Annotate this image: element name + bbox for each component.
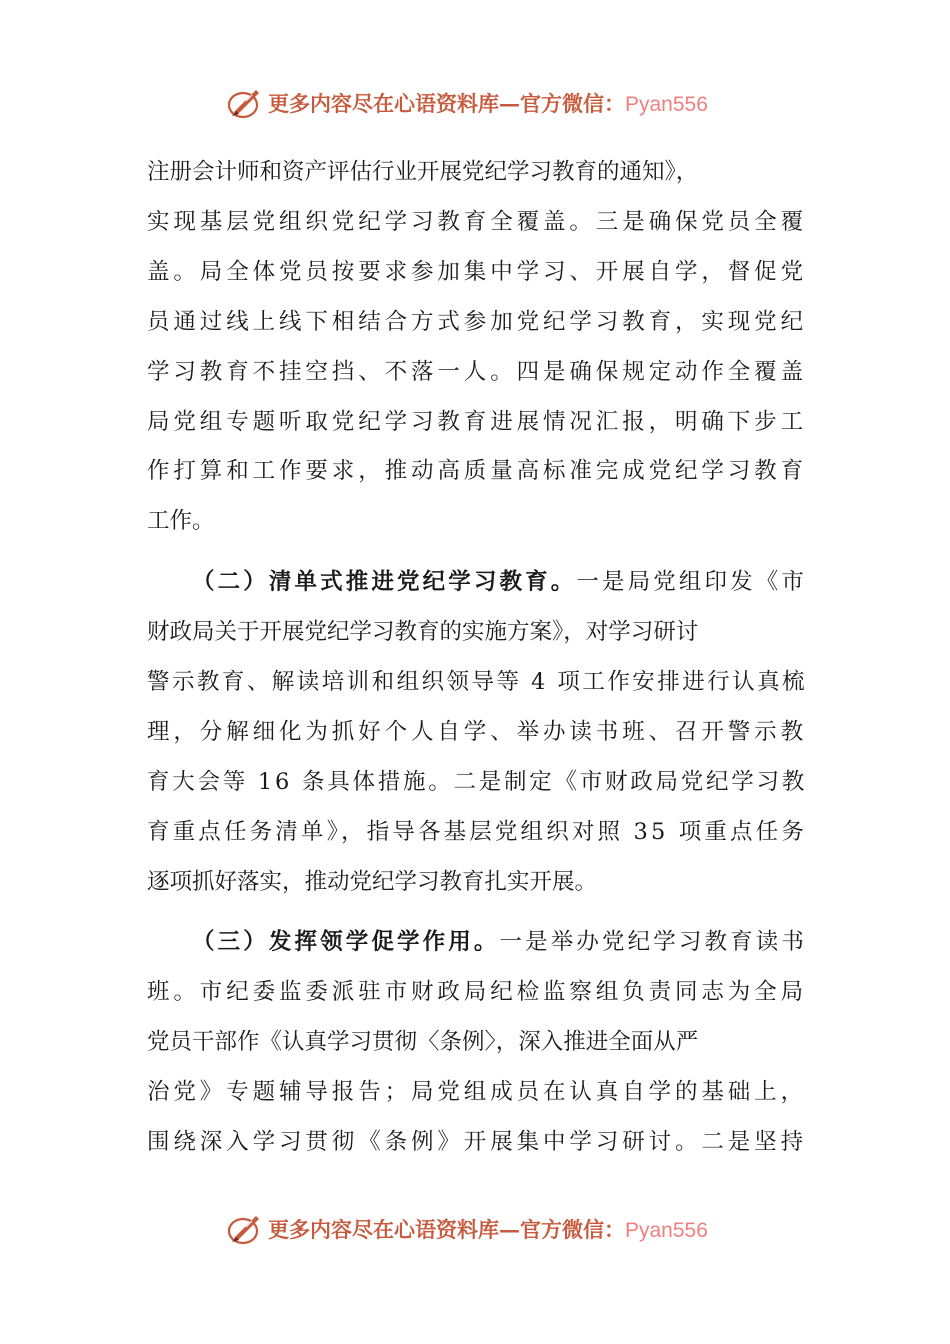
text-line: 工作。 [147, 508, 215, 534]
text-line: 员通过线上线下相结合方式参加党纪学习教育，实现党纪 [147, 309, 807, 335]
banner-wechat-label: 官方微信： [520, 1217, 625, 1242]
footer-watermark-banner [0, 1208, 950, 1252]
text-line: 局党组专题听取党纪学习教育进展情况汇报，明确下步工 [147, 409, 807, 435]
text-line: 盖。局全体党员按要求参加集中学习、开展自学，督促党 [147, 259, 807, 285]
text-line: 实现基层党组织党纪学习教育全覆盖。三是确保党员全覆 [147, 209, 807, 235]
text-line: 育大会等 16 条具体措施。二是制定《市财政局党纪学习教 [147, 769, 807, 795]
text-line: 学习教育不挂空挡、不落一人。四是确保规定动作全覆盖 [147, 359, 807, 385]
section-2-heading: （二）清单式推进党纪学习教育。 [192, 569, 577, 595]
text-line: 注册会计师和资产评估行业开展党纪学习教育的通知》， [147, 159, 699, 185]
banner-dash: — [499, 91, 520, 116]
section-2-first-line [147, 564, 852, 600]
text-line: 班。市纪委监委派驻市财政局纪检监察组负责同志为全局 [147, 979, 807, 1005]
header-watermark-banner [0, 82, 950, 126]
text-line: 党员干部作《认真学习贯彻〈条例〉，深入推进全面从严 [147, 1029, 699, 1055]
banner-wechat-id: Pyan556 [625, 1219, 708, 1242]
banner-wechat-id: Pyan556 [625, 93, 708, 116]
section-3-lead: 一是举办党纪学习教育读书 [499, 929, 807, 955]
banner-dash: — [499, 1217, 520, 1242]
quill-logo-icon [226, 1212, 264, 1248]
banner-slogan: 更多内容尽在心语资料库 [268, 91, 499, 116]
text-line: 围绕深入学习贯彻《条例》开展集中学习研讨。二是坚持 [147, 1129, 807, 1155]
section-3-heading: （三）发挥领学促学作用。 [192, 929, 500, 955]
text-line: 治党》专题辅导报告；局党组成员在认真自学的基础上， [147, 1079, 807, 1105]
banner-slogan: 更多内容尽在心语资料库 [268, 1217, 499, 1242]
quill-logo-icon [226, 86, 264, 122]
banner-wechat-label: 官方微信： [520, 91, 625, 116]
text-line: 作打算和工作要求，推动高质量高标准完成党纪学习教育 [147, 458, 807, 484]
text-line: 逐项抓好落实，推动党纪学习教育扎实开展。 [147, 869, 598, 895]
section-2-lead: 一是局党组印发《市 [576, 569, 807, 595]
text-line: 育重点任务清单》，指导各基层党组织对照 35 项重点任务 [147, 819, 807, 845]
text-line: 财政局关于开展党纪学习教育的实施方案》，对学习研讨 [147, 619, 699, 645]
section-3-first-line [147, 924, 852, 960]
text-line: 警示教育、解读培训和组织领导等 4 项工作安排进行认真梳 [147, 669, 807, 695]
text-line: 理，分解细化为抓好个人自学、举办读书班、召开警示教 [147, 719, 807, 745]
